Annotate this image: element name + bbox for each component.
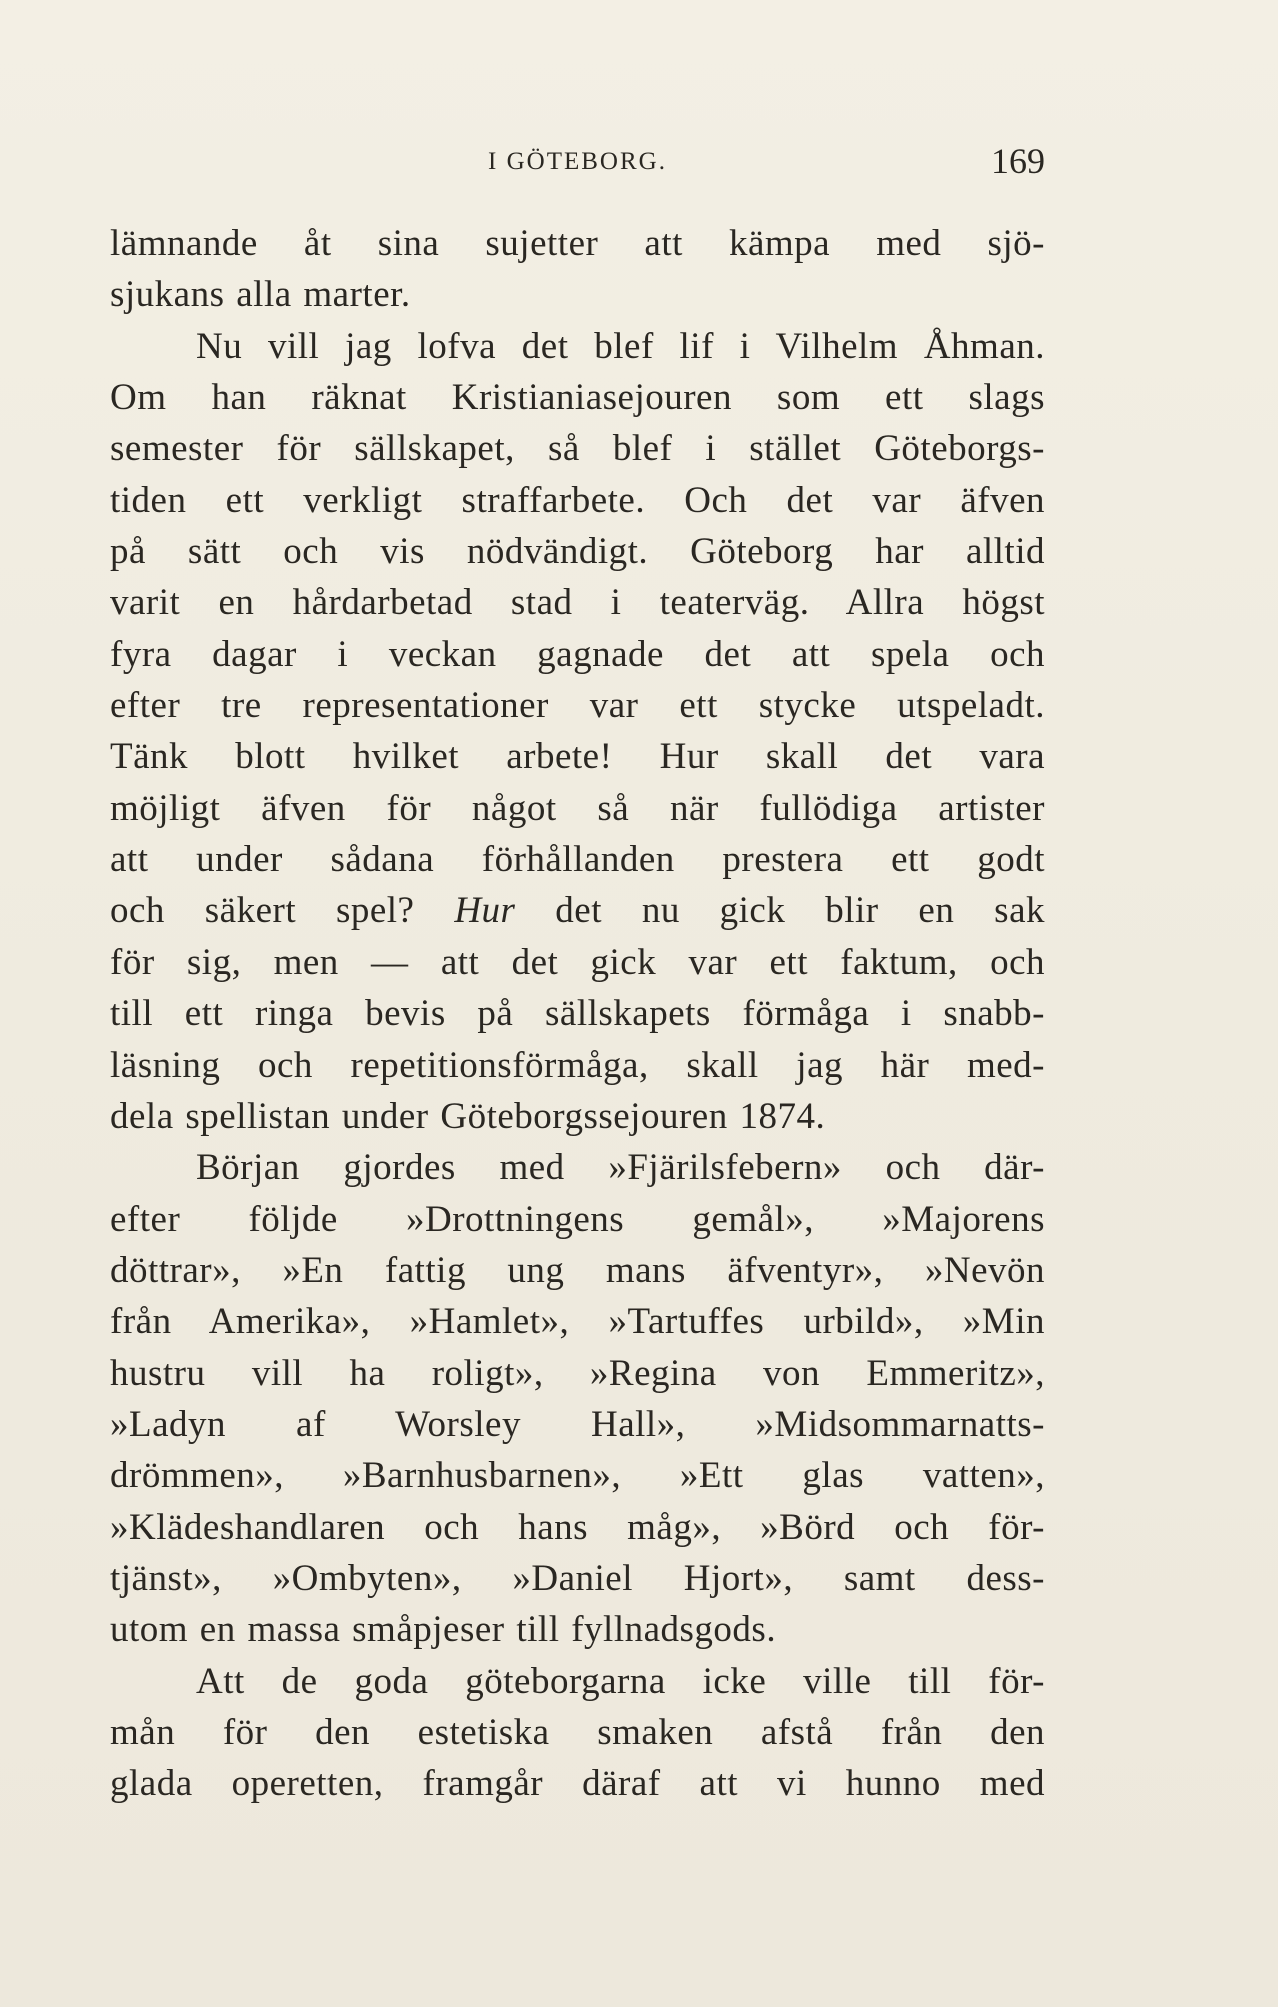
text-line: för sig, men — att det gick var ett faktum, och — [110, 941, 1045, 983]
text-line: döttrar», »En fattig ung mans äfventyr», »Nevön — [110, 1249, 1045, 1291]
text-line: varit en hårdarbetad stad i teaterväg. Allra högst — [110, 582, 1045, 624]
text-line: utom en massa småpjeser till fyllnadsgods. — [110, 1609, 777, 1651]
body-text — [110, 218, 1045, 1810]
italic-word: Hur — [454, 890, 516, 932]
text-line: sjukans alla marter. — [110, 274, 411, 316]
text-segment: det nu gick blir en sak — [515, 890, 1045, 932]
text-line: »Ladyn af Worsley Hall», »Midsommarnatts- — [110, 1403, 1045, 1445]
text-line: Tänk blott hvilket arbete! Hur skall det vara — [110, 736, 1045, 778]
text-line: tjänst», »Ombyten», »Daniel Hjort», samt dess- — [110, 1557, 1045, 1599]
text-line: från Amerika», »Hamlet», »Tartuffes urbild», »Min — [110, 1301, 1045, 1343]
text-line: glada operetten, framgår däraf att vi hunno med — [110, 1763, 1045, 1805]
text-segment: och säkert spel? — [110, 890, 415, 932]
text-line: lämnande åt sina sujetter att kämpa med sjö- — [110, 223, 1045, 264]
text-line: dela spellistan under Göteborgssejouren 1874. — [110, 1095, 826, 1137]
text-line: semester för sällskapet, så blef i stället Göteborgs- — [110, 428, 1045, 470]
text-line-with-italic — [110, 885, 1045, 936]
text-line: mån för den estetiska smaken afstå från den — [110, 1711, 1045, 1753]
paragraph-start-line: Att de goda göteborgarna icke ville till för- — [196, 1660, 1045, 1702]
paragraph-start-line: Nu vill jag lofva det blef lif i Vilhelm Åhman. — [196, 325, 1045, 367]
text-line: »Klädeshandlaren och hans måg», »Börd och för- — [110, 1506, 1045, 1548]
text-line: efter tre representationer var ett stycke utspeladt. — [110, 685, 1045, 727]
text-line: till ett ringa bevis på sällskapets förmåga i snabb- — [110, 993, 1045, 1035]
text-line: drömmen», »Barnhusbarnen», »Ett glas vatten», — [110, 1455, 1045, 1497]
page-number: 169 — [991, 141, 1045, 181]
text-line: på sätt och vis nödvändigt. Göteborg har alltid — [110, 531, 1045, 573]
text-line: tiden ett verkligt straffarbete. Och det var äfven — [110, 479, 1045, 521]
text-line: läsning och repetitionsförmåga, skall jag här med- — [110, 1044, 1045, 1086]
running-header — [110, 140, 1045, 190]
text-line: att under sådana förhållanden prestera ett godt — [110, 839, 1045, 881]
paragraph-start-line: Början gjordes med »Fjärilsfebern» och där- — [196, 1147, 1045, 1189]
text-line: Om han räknat Kristianiasejouren som ett slags — [110, 377, 1045, 419]
text-line: hustru vill ha roligt», »Regina von Emmeritz», — [110, 1352, 1045, 1394]
running-title: I GÖTEBORG. — [488, 148, 667, 175]
text-line: fyra dagar i veckan gagnade det att spela och — [110, 633, 1045, 675]
text-line: möjligt äfven för något så när fullödiga artister — [110, 787, 1045, 829]
text-line: efter följde »Drottningens gemål», »Majorens — [110, 1198, 1045, 1240]
